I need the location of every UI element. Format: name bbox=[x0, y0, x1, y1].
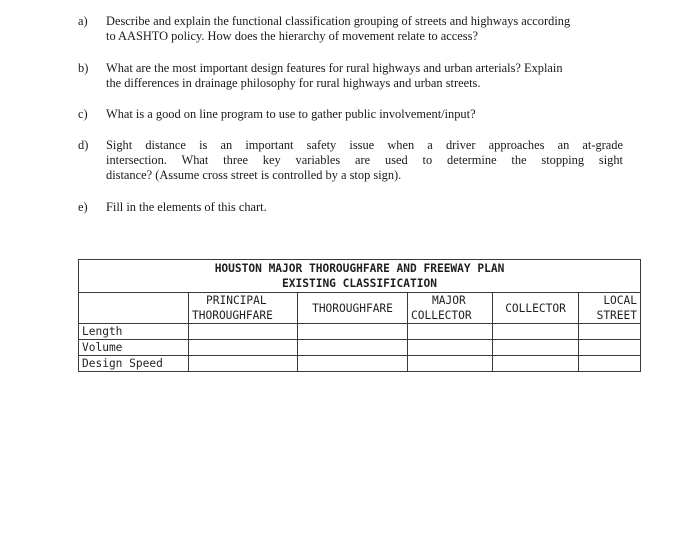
question-c-label: c) bbox=[78, 107, 88, 121]
cell-speed-collector[interactable] bbox=[493, 356, 579, 372]
cell-volume-principal[interactable] bbox=[189, 340, 298, 356]
question-d-line-2: intersection. What three key variables are used to determine the stopping sight bbox=[106, 153, 623, 168]
table-title-line-2: EXISTING CLASSIFICATION bbox=[282, 277, 437, 290]
header-corner-cell bbox=[79, 293, 189, 324]
col-header-principal-thoroughfare bbox=[189, 293, 298, 324]
cell-volume-major-collector[interactable] bbox=[408, 340, 493, 356]
table-row bbox=[79, 324, 641, 340]
cell-speed-principal[interactable] bbox=[189, 356, 298, 372]
col-header-collector bbox=[493, 293, 579, 324]
cell-length-collector[interactable] bbox=[493, 324, 579, 340]
question-b-line-1: What are the most important design features for rural highways and urban arterials? Explain bbox=[106, 61, 563, 75]
cell-volume-collector[interactable] bbox=[493, 340, 579, 356]
col-header-thoroughfare-line2: THOROUGHFARE bbox=[312, 301, 393, 315]
col-header-local-street bbox=[579, 293, 641, 324]
cell-speed-local[interactable] bbox=[579, 356, 641, 372]
question-b-line-2: the differences in drainage philosophy for rural highways and urban streets. bbox=[106, 76, 481, 91]
col-header-thoroughfare bbox=[298, 293, 408, 324]
question-a-line-2: to AASHTO policy. How does the hierarchy of movement relate to access? bbox=[106, 29, 478, 44]
row-label-volume: Volume bbox=[79, 340, 189, 356]
question-c-line-1: What is a good on line program to use to gather public involvement/input? bbox=[106, 107, 476, 121]
question-e-label: e) bbox=[78, 200, 88, 214]
col-header-major-line2: COLLECTOR bbox=[411, 309, 472, 322]
question-e bbox=[78, 200, 623, 215]
question-d bbox=[78, 138, 623, 184]
cell-length-local[interactable] bbox=[579, 324, 641, 340]
row-label-design-speed: Design Speed bbox=[79, 356, 189, 372]
cell-length-principal[interactable] bbox=[189, 324, 298, 340]
col-header-local-line1: LOCAL bbox=[603, 294, 637, 307]
question-a-label: a) bbox=[78, 14, 88, 28]
col-header-principal-line2: THOROUGHFARE bbox=[192, 309, 273, 322]
table-title bbox=[79, 260, 641, 293]
question-e-line-1: Fill in the elements of this chart. bbox=[106, 200, 267, 214]
question-c bbox=[78, 107, 623, 122]
cell-speed-major-collector[interactable] bbox=[408, 356, 493, 372]
col-header-collector-line2: COLLECTOR bbox=[505, 301, 566, 315]
table-row bbox=[79, 356, 641, 372]
question-d-line-1: Sight distance is an important safety issue when a driver approaches an at-grade bbox=[106, 138, 623, 152]
cell-length-major-collector[interactable] bbox=[408, 324, 493, 340]
question-d-label: d) bbox=[78, 138, 89, 152]
question-a-line-1: Describe and explain the functional classification grouping of streets and highways according bbox=[106, 14, 571, 28]
col-header-local-line2: STREET bbox=[596, 309, 637, 322]
col-header-principal-line1: PRINCIPAL bbox=[206, 294, 267, 307]
question-b-label: b) bbox=[78, 61, 89, 75]
classification-table bbox=[78, 259, 641, 372]
col-header-major-collector bbox=[408, 293, 493, 324]
question-b bbox=[78, 61, 623, 91]
table-row bbox=[79, 340, 641, 356]
cell-length-thoroughfare[interactable] bbox=[298, 324, 408, 340]
cell-volume-thoroughfare[interactable] bbox=[298, 340, 408, 356]
cell-speed-thoroughfare[interactable] bbox=[298, 356, 408, 372]
table-title-line-1: HOUSTON MAJOR THOROUGHFARE AND FREEWAY PLAN bbox=[214, 261, 505, 275]
cell-volume-local[interactable] bbox=[579, 340, 641, 356]
col-header-major-line1: MAJOR bbox=[432, 294, 466, 307]
row-label-length: Length bbox=[79, 324, 189, 340]
question-a bbox=[78, 14, 623, 44]
question-d-line-3: distance? (Assume cross street is controlled by a stop sign). bbox=[106, 168, 402, 183]
